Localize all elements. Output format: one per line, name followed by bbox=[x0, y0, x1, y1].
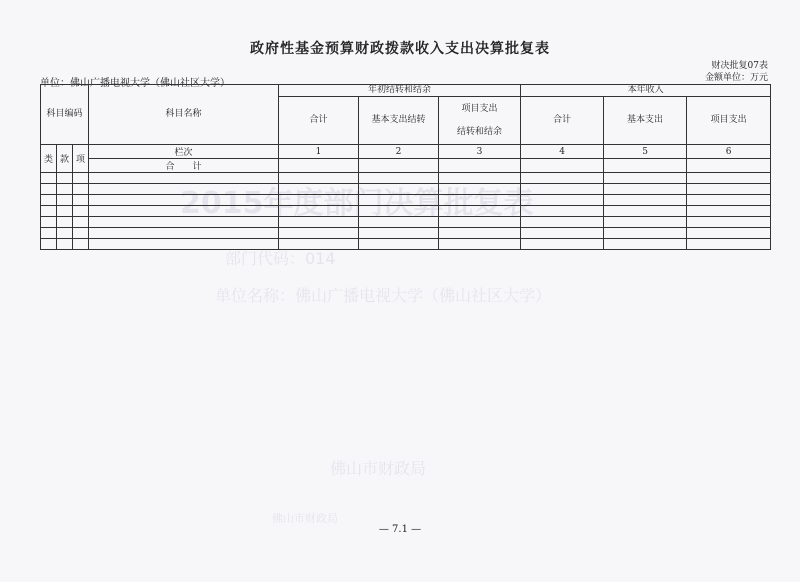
header-basic-expense: 基本支出 bbox=[604, 97, 687, 145]
column-number: 2 bbox=[359, 145, 439, 159]
table-row bbox=[41, 217, 771, 228]
bleed-through-stamp: 佛山市财政局 bbox=[330, 459, 427, 478]
table-row bbox=[41, 184, 771, 195]
column-number: 6 bbox=[687, 145, 771, 159]
column-number: 3 bbox=[439, 145, 521, 159]
total-label: 合 计 bbox=[89, 159, 279, 173]
bleed-through-code: 部门代码：014 bbox=[225, 249, 336, 268]
header-xiang: 项 bbox=[73, 145, 89, 173]
total-row bbox=[41, 159, 771, 173]
header-lei: 类 bbox=[41, 145, 57, 173]
table-row bbox=[41, 173, 771, 184]
header-kuan: 款 bbox=[57, 145, 73, 173]
header-subject-name: 科目名称 bbox=[89, 85, 279, 145]
table-row bbox=[41, 228, 771, 239]
header-total-2: 合计 bbox=[521, 97, 604, 145]
line-number-label: 栏次 bbox=[89, 145, 279, 159]
table-row bbox=[41, 206, 771, 217]
header-project-carry-line1: 项目支出 bbox=[461, 103, 498, 114]
approval-table bbox=[40, 84, 771, 250]
bleed-through-unit: 单位名称：佛山广播电视大学（佛山社区大学） bbox=[215, 286, 552, 305]
header-total: 合计 bbox=[279, 97, 359, 145]
table-cell bbox=[279, 159, 359, 173]
form-reference bbox=[705, 60, 768, 84]
page-number: — 7.1 — bbox=[378, 524, 422, 535]
column-number: 4 bbox=[521, 145, 604, 159]
header-project-carry-line2: 结转和结余 bbox=[457, 126, 503, 137]
document-title: 政府性基金预算财政拨款收入支出决算批复表 bbox=[250, 41, 550, 57]
bleed-through-title: 2015年度部门决算批复表 bbox=[180, 186, 534, 221]
amount-unit: 金额单位：万元 bbox=[704, 73, 768, 83]
header-current-income: 本年收入 bbox=[521, 85, 771, 97]
column-number: 5 bbox=[604, 145, 687, 159]
table-row bbox=[41, 195, 771, 206]
bleed-through-footer: 佛山市财政局 bbox=[272, 512, 338, 525]
table-cell bbox=[687, 159, 771, 173]
table-cell bbox=[521, 159, 604, 173]
table-cell bbox=[439, 159, 521, 173]
header-begin-balance: 年初结转和结余 bbox=[279, 85, 521, 97]
column-number: 1 bbox=[279, 145, 359, 159]
table-cell bbox=[359, 159, 439, 173]
header-project-expense: 项目支出 bbox=[687, 97, 771, 145]
header-project-carry bbox=[439, 97, 521, 145]
table-cell bbox=[604, 159, 687, 173]
header-subject-code: 科目编码 bbox=[41, 85, 89, 145]
table-row bbox=[41, 239, 771, 250]
header-basic-carry: 基本支出结转 bbox=[359, 97, 439, 145]
form-code: 财决批复07表 bbox=[711, 61, 768, 71]
unit-name: 单位：佛山广播电视大学（佛山社区大学） bbox=[40, 78, 230, 89]
